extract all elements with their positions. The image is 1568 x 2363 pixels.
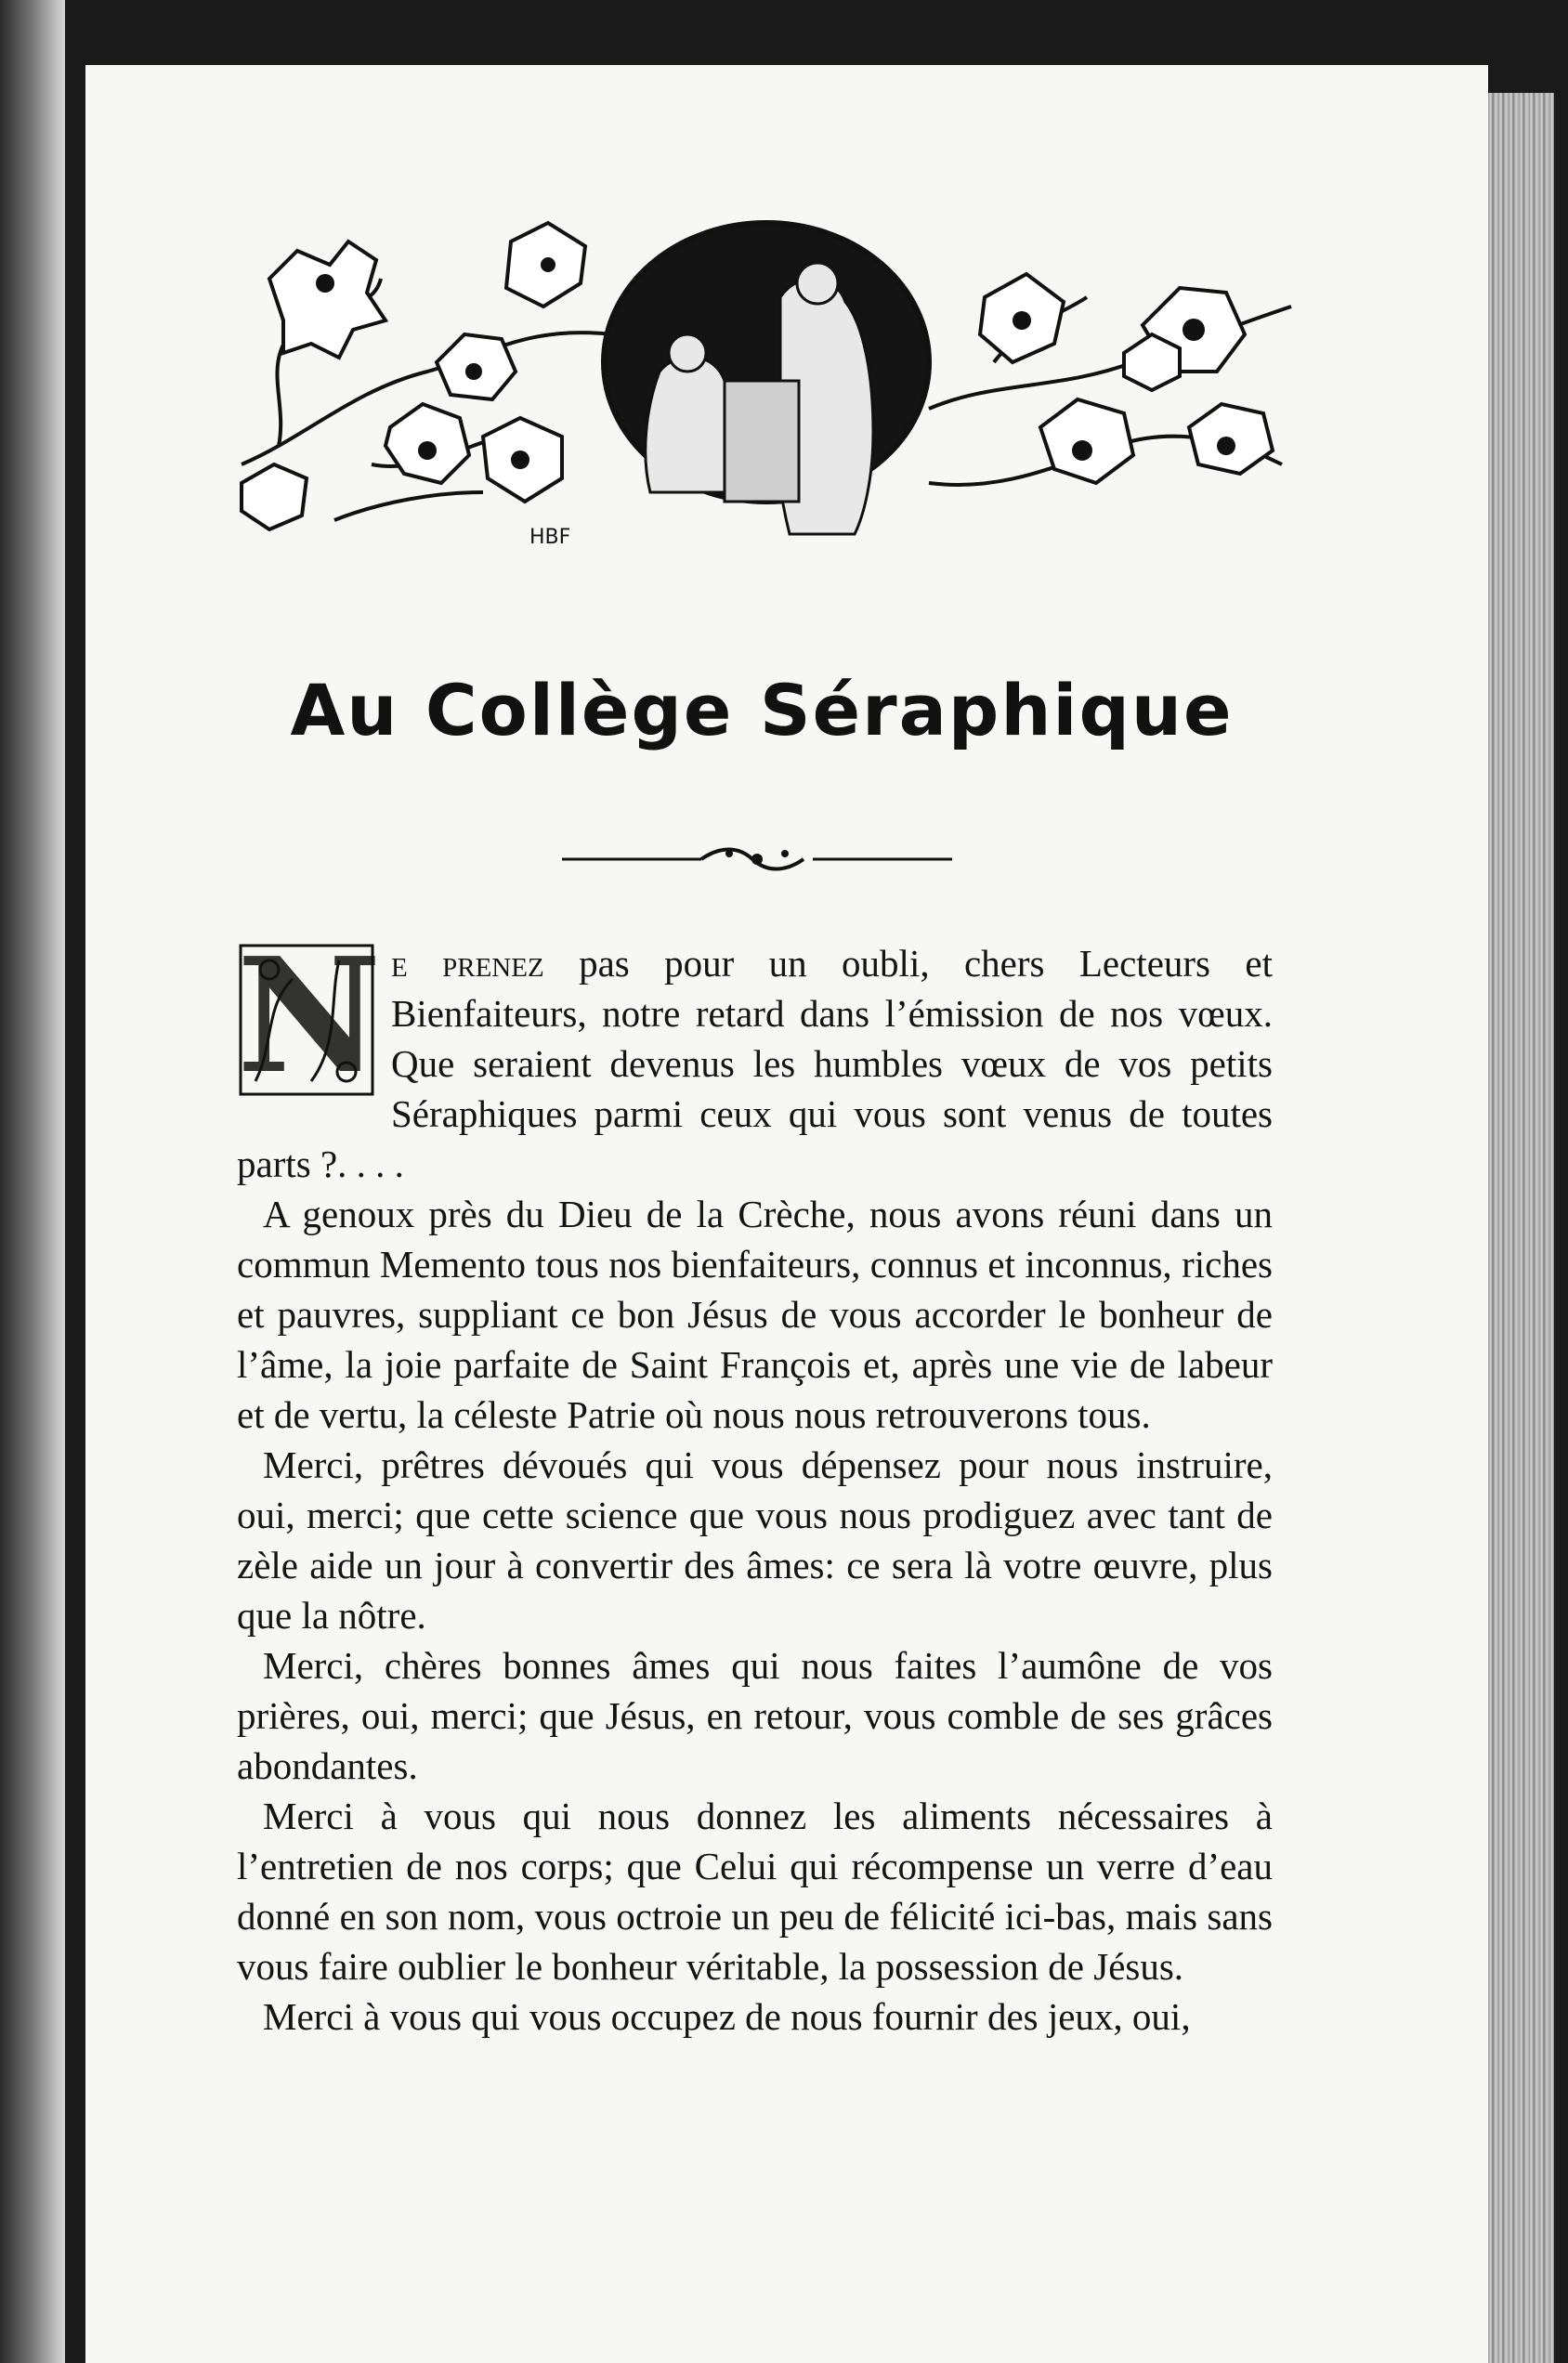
floral-vignette-illustration xyxy=(223,214,1310,594)
title-divider-ornament xyxy=(562,841,952,878)
dropcap-initial xyxy=(237,923,382,1109)
paragraph-5: Merci à vous qui nous donnez les aliments nécessaires à l’entretien de nos corps; que Celui qui récompense un verre d’eau donné en son nom, vous octroie un peu de félicité ici-bas, mais sans vous faire oublier le bonheur véritable, la possession de Jésus. xyxy=(237,1795,1273,1988)
dropcap-letter: N xyxy=(237,923,382,1109)
vignette-signature: HBF xyxy=(529,526,571,549)
paragraph-2: A genoux près du Dieu de la Crèche, nous avons réuni dans un commun Memento tous nos bienfaiteurs, connus et inconnus, riches et pauvres, suppliant ce bon Jésus de vous accorder le bonheur de l’âme, la joie parfaite de Saint François et, après une vie de labeur et de vertu, la céleste Patrie où nous nous retrouverons tous. xyxy=(237,1193,1273,1436)
paragraph-4: Merci, chères bonnes âmes qui nous faites l’aumône de vos prières, oui, merci; que Jésus, en retour, vous comble de ses grâces abondantes. xyxy=(237,1644,1273,1787)
paragraph-6: Merci à vous qui vous occupez de nous fournir des jeux, oui, xyxy=(263,1995,1191,2038)
paragraph-1-text: pas pour un oubli, chers Lecteurs et Bienfaiteurs, notre retard dans l’émission de nos vœux. Que seraient devenus les humbles vœux de vos petits Séraphiques parmi ceux qui vous sont venus de toutes parts ?. . . . xyxy=(237,942,1273,1185)
article-title: Au Collège Séraphique xyxy=(290,669,1234,751)
paragraph-1-lead: e prenez xyxy=(391,942,544,985)
paragraph-3: Merci, prêtres dévoués qui vous dépensez pour nous instruire, oui, merci; que cette science que vous nous prodiguez avec tant de zèle aide un jour à convertir des âmes: ce sera là votre œuvre, plus que la nôtre. xyxy=(237,1443,1273,1637)
facing-page-edge xyxy=(0,0,65,2363)
paragraph-1 xyxy=(237,923,1273,1189)
article-body xyxy=(237,923,1273,2042)
